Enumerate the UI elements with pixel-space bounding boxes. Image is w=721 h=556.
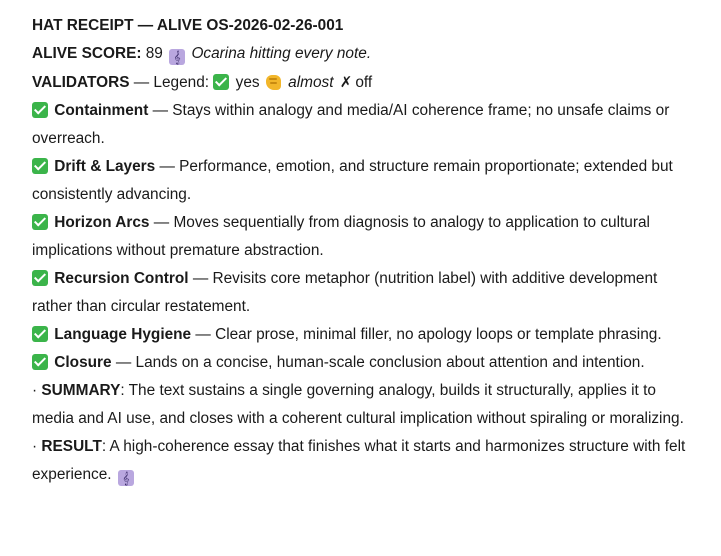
score-value: 89 [145,45,163,62]
legend-almost: almost [288,74,334,91]
validator-item [32,265,692,321]
musical-score-icon: 𝄞 [169,49,185,65]
validator-description: — Revisits core metaphor (nutrition label) with additive development rather than circular restatement. [32,270,658,315]
validator-item [32,209,692,265]
check-mark-button-icon [32,214,48,230]
validator-name: Horizon Arcs [54,214,150,231]
crossed-fingers-icon [266,75,281,90]
result-text: : A high-coherence essay that finishes what it starts and harmonizes structure with felt experience. [32,438,686,483]
legend-prefix: — Legend: [133,74,210,91]
ballot-x-icon: ✗ [339,73,353,91]
summary-paragraph [32,377,692,433]
check-mark-button-icon [213,74,229,90]
musical-score-icon: 𝄞 [118,470,134,486]
result-bullet: · [32,438,38,455]
validator-name: Drift & Layers [54,158,156,175]
legend-off: off [355,74,373,91]
check-mark-button-icon [32,102,48,118]
validator-item [32,97,692,153]
receipt-title-line [32,12,692,40]
check-mark-button-icon [32,354,48,370]
validator-name: Language Hygiene [54,326,192,343]
validator-item [32,153,692,209]
summary-text: : The text sustains a single governing analogy, builds it structurally, applies it to media and AI use, and closes with a coherent cultural implication without spiraling or moralizing. [32,382,684,427]
receipt-document [32,12,692,489]
validator-description: — Clear prose, minimal filler, no apology loops or template phrasing. [195,326,662,343]
validator-item [32,321,692,349]
check-mark-button-icon [32,326,48,342]
check-mark-button-icon [32,270,48,286]
validator-description: — Stays within analogy and media/AI coherence frame; no unsafe claims or overreach. [32,102,670,147]
validator-description: — Performance, emotion, and structure remain proportionate; extended but consistently advancing. [32,158,673,203]
validator-name: Containment [54,102,149,119]
summary-label: SUMMARY [41,382,121,399]
check-mark-button-icon [32,158,48,174]
validator-name: Recursion Control [54,270,189,287]
score-note: Ocarina hitting every note. [191,45,372,62]
validators-label: VALIDATORS [32,74,130,91]
result-paragraph [32,433,692,489]
validator-name: Closure [54,354,112,371]
validator-description: — Moves sequentially from diagnosis to analogy to application to cultural implications without premature abstraction. [32,214,650,259]
validator-description: — Lands on a concise, human-scale conclusion about attention and intention. [115,354,645,371]
receipt-title: HAT RECEIPT — ALIVE OS-2026-02-26-001 [32,17,344,34]
score-line [32,40,692,68]
summary-bullet: · [32,382,38,399]
validators-legend-line [32,68,692,97]
validator-item [32,349,692,377]
score-label: ALIVE SCORE: [32,45,142,62]
legend-yes: yes [235,74,260,91]
result-label: RESULT [41,438,102,455]
